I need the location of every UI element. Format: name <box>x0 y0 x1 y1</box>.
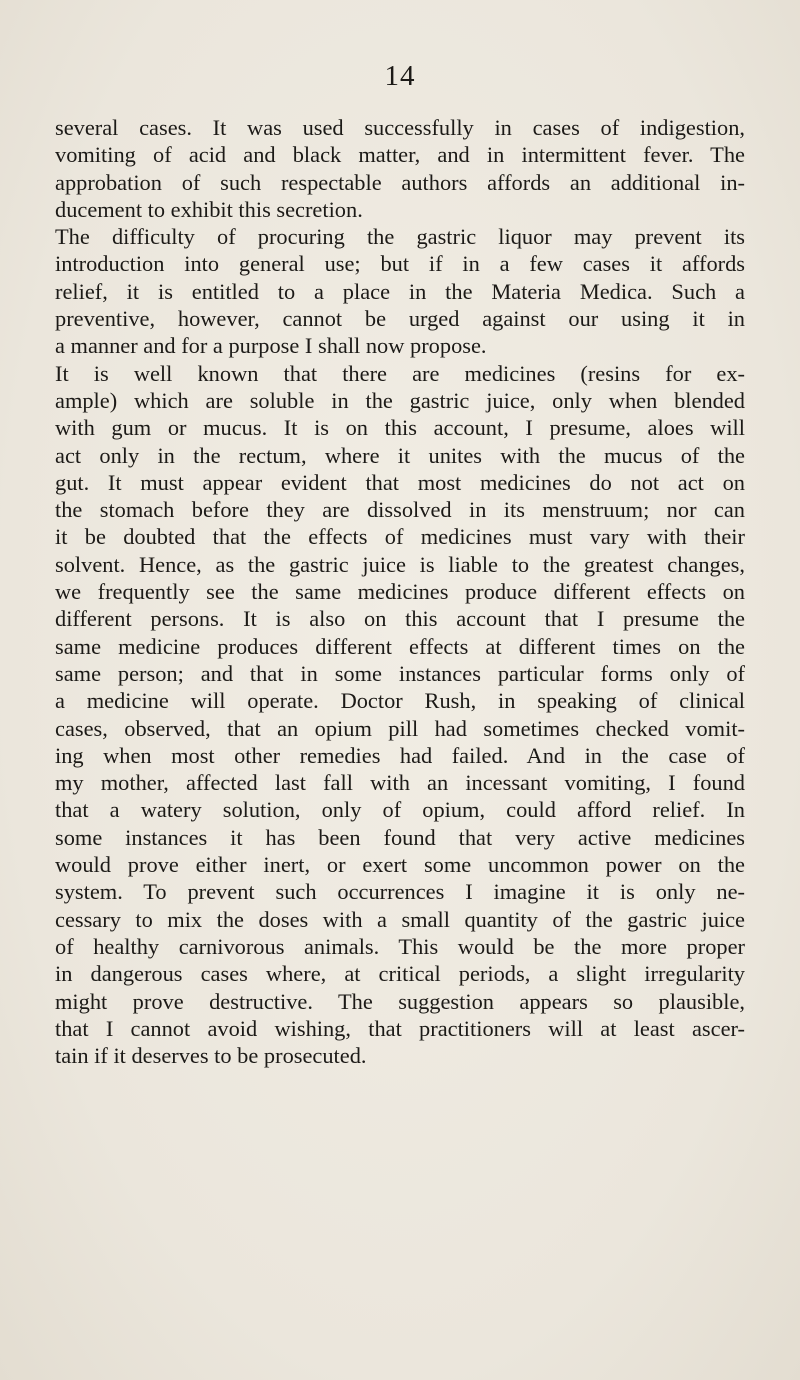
text-line: same medicine produces different effects at different times on the <box>55 633 745 659</box>
text-line: gut. It must appear evident that most medicines do not act on <box>55 469 745 495</box>
text-line: vomiting of acid and black matter, and in intermittent fever. The <box>55 142 745 168</box>
text-line: act only in the rectum, where it unites with the mucus of the <box>55 442 745 468</box>
text-line: ducement to exhibit this secretion. <box>55 196 363 222</box>
text-line: of healthy carnivorous animals. This would be the more proper <box>55 933 745 959</box>
text-line: it be doubted that the effects of medicines must vary with their <box>55 524 745 550</box>
text-line: cessary to mix the doses with a small quantity of the gastric juice <box>55 906 745 932</box>
text-line: might prove destructive. The suggestion appears so plausible, <box>55 988 745 1014</box>
text-line: that a watery solution, only of opium, could afford relief. In <box>55 797 745 823</box>
text-line: relief, it is entitled to a place in the Materia Medica. Such a <box>55 278 745 304</box>
text-line: introduction into general use; but if in a few cases it affords <box>55 251 745 277</box>
text-line: preventive, however, cannot be urged against our using it in <box>55 306 745 332</box>
text-line: approbation of such respectable authors affords an additional in- <box>55 169 745 195</box>
text-line: some instances it has been found that very active medicines <box>55 824 745 850</box>
text-line: The difficulty of procuring the gastric liquor may prevent its <box>55 224 745 250</box>
text-line: cases, observed, that an opium pill had sometimes checked vomit- <box>55 715 745 741</box>
text-line: same person; and that in some instances particular forms only of <box>55 660 745 686</box>
text-line: ing when most other remedies had failed. And in the case of <box>55 742 745 768</box>
text-line: It is well known that there are medicines (resins for ex- <box>55 360 745 386</box>
text-line: with gum or mucus. It is on this account, I presume, aloes will <box>55 415 745 441</box>
text-line: several cases. It was used successfully in cases of indigestion, <box>55 115 745 140</box>
text-line: tain if it deserves to be prosecuted. <box>55 1043 367 1069</box>
text-line: different persons. It is also on this account that I presume the <box>55 606 745 632</box>
text-line: solvent. Hence, as the gastric juice is liable to the greatest changes, <box>55 551 745 577</box>
text-line: a manner and for a purpose I shall now propose. <box>55 333 487 359</box>
body-text <box>55 114 745 1069</box>
text-line: the stomach before they are dissolved in its menstruum; nor can <box>55 497 745 523</box>
page-number: 14 <box>384 60 416 92</box>
text-line: system. To prevent such occurrences I imagine it is only ne- <box>55 879 745 905</box>
text-line: that I cannot avoid wishing, that practitioners will at least ascer- <box>55 1015 745 1041</box>
text-line: ample) which are soluble in the gastric juice, only when blended <box>55 387 745 413</box>
text-line: would prove either inert, or exert some uncommon power on the <box>55 852 745 878</box>
text-line: in dangerous cases where, at critical periods, a slight irregularity <box>55 961 745 987</box>
text-line: a medicine will operate. Doctor Rush, in speaking of clinical <box>55 688 745 714</box>
text-line: my mother, affected last fall with an incessant vomiting, I found <box>55 770 745 796</box>
text-line: we frequently see the same medicines produce different effects on <box>55 579 745 605</box>
